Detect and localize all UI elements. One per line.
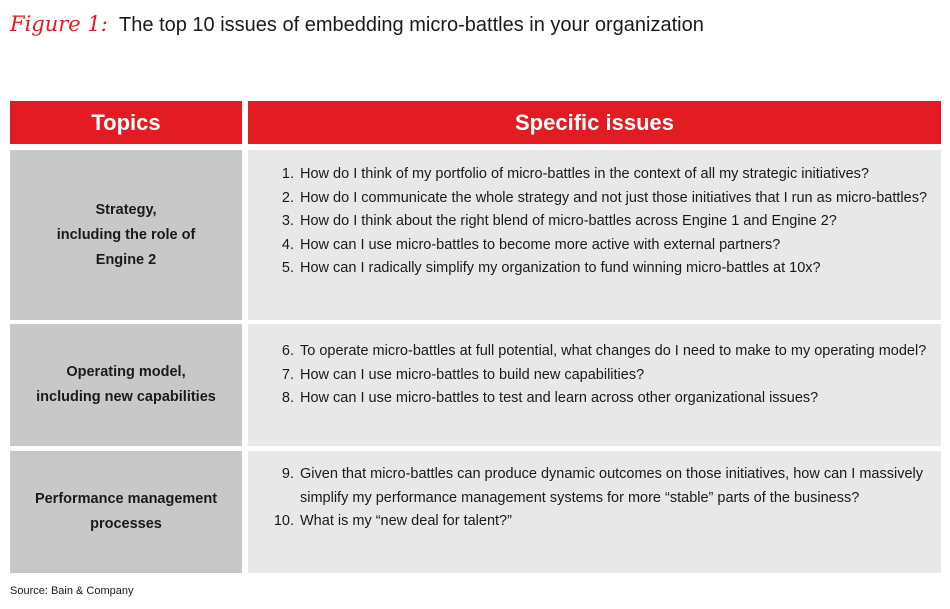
issues-cell-performance-management <box>248 451 941 573</box>
issue-text: What is my “new deal for talent?” <box>300 513 512 529</box>
topic-label: Strategy, including the role of Engine 2 <box>56 201 196 268</box>
list-item <box>248 510 941 534</box>
issue-text: How can I use micro-battles to become more active with external partners? <box>300 236 781 253</box>
list-item <box>248 463 941 510</box>
figure-title <box>10 12 704 37</box>
header-specific-issues: Specific issues <box>248 101 941 144</box>
list-item <box>248 163 941 187</box>
topic-cell-strategy <box>10 150 242 320</box>
list-item <box>248 364 941 388</box>
issue-number: 7. <box>281 366 294 383</box>
issue-number: 6. <box>281 343 294 359</box>
topic-cell-performance-management <box>10 451 242 573</box>
issue-text: How can I use micro-battles to build new capabilities? <box>300 366 645 383</box>
list-item <box>248 234 941 258</box>
issues-cell-strategy <box>248 150 941 320</box>
issue-text: How can I radically simplify my organization to fund winning micro-battles at 10x? <box>300 260 821 276</box>
topic-cell-operating-model <box>10 324 242 446</box>
issue-number: 8. <box>281 390 294 406</box>
issue-number: 10. <box>273 513 294 529</box>
topic-label: Operating model, including new capabilities <box>36 364 216 405</box>
issue-text: How do I think about the right blend of micro-battles across Engine 1 and Engine 2? <box>300 213 837 229</box>
header-topics: Topics <box>10 101 242 144</box>
list-item <box>248 257 941 281</box>
issue-number: 2. <box>281 189 294 206</box>
issue-text: To operate micro-battles at full potential, what changes do I need to make to my operating model? <box>300 343 927 359</box>
issues-cell-operating-model <box>248 324 941 446</box>
list-item <box>248 387 941 411</box>
source-note: Source: Bain & Company <box>10 585 134 597</box>
list-item <box>248 187 941 211</box>
issue-number: 5. <box>281 260 294 276</box>
issue-list <box>248 463 941 534</box>
issue-number: 9. <box>281 466 294 482</box>
issue-text: How can I use micro-battles to test and learn across other organizational issues? <box>300 390 819 406</box>
issue-number: 3. <box>281 213 294 229</box>
figure-title-text: The top 10 issues of embedding micro-battles in your organization <box>119 14 704 36</box>
issue-number: 1. <box>281 166 294 182</box>
issue-text: How do I think of my portfolio of micro-battles in the context of all my strategic initiatives? <box>300 166 869 182</box>
issue-list <box>248 340 941 411</box>
topic-label: Performance management processes <box>34 491 218 532</box>
issue-text: Given that micro-battles can produce dynamic outcomes on those initiatives, how can I massively simplify my performance management systems for more “stable” parts of the business? <box>300 466 923 506</box>
list-item <box>248 340 941 364</box>
issue-number: 4. <box>281 236 294 253</box>
list-item <box>248 210 941 234</box>
figure-label: Figure 1: <box>10 12 108 36</box>
issue-text: How do I communicate the whole strategy and not just those initiatives that I run as micro-battles? <box>300 189 928 206</box>
issue-list <box>248 163 941 281</box>
